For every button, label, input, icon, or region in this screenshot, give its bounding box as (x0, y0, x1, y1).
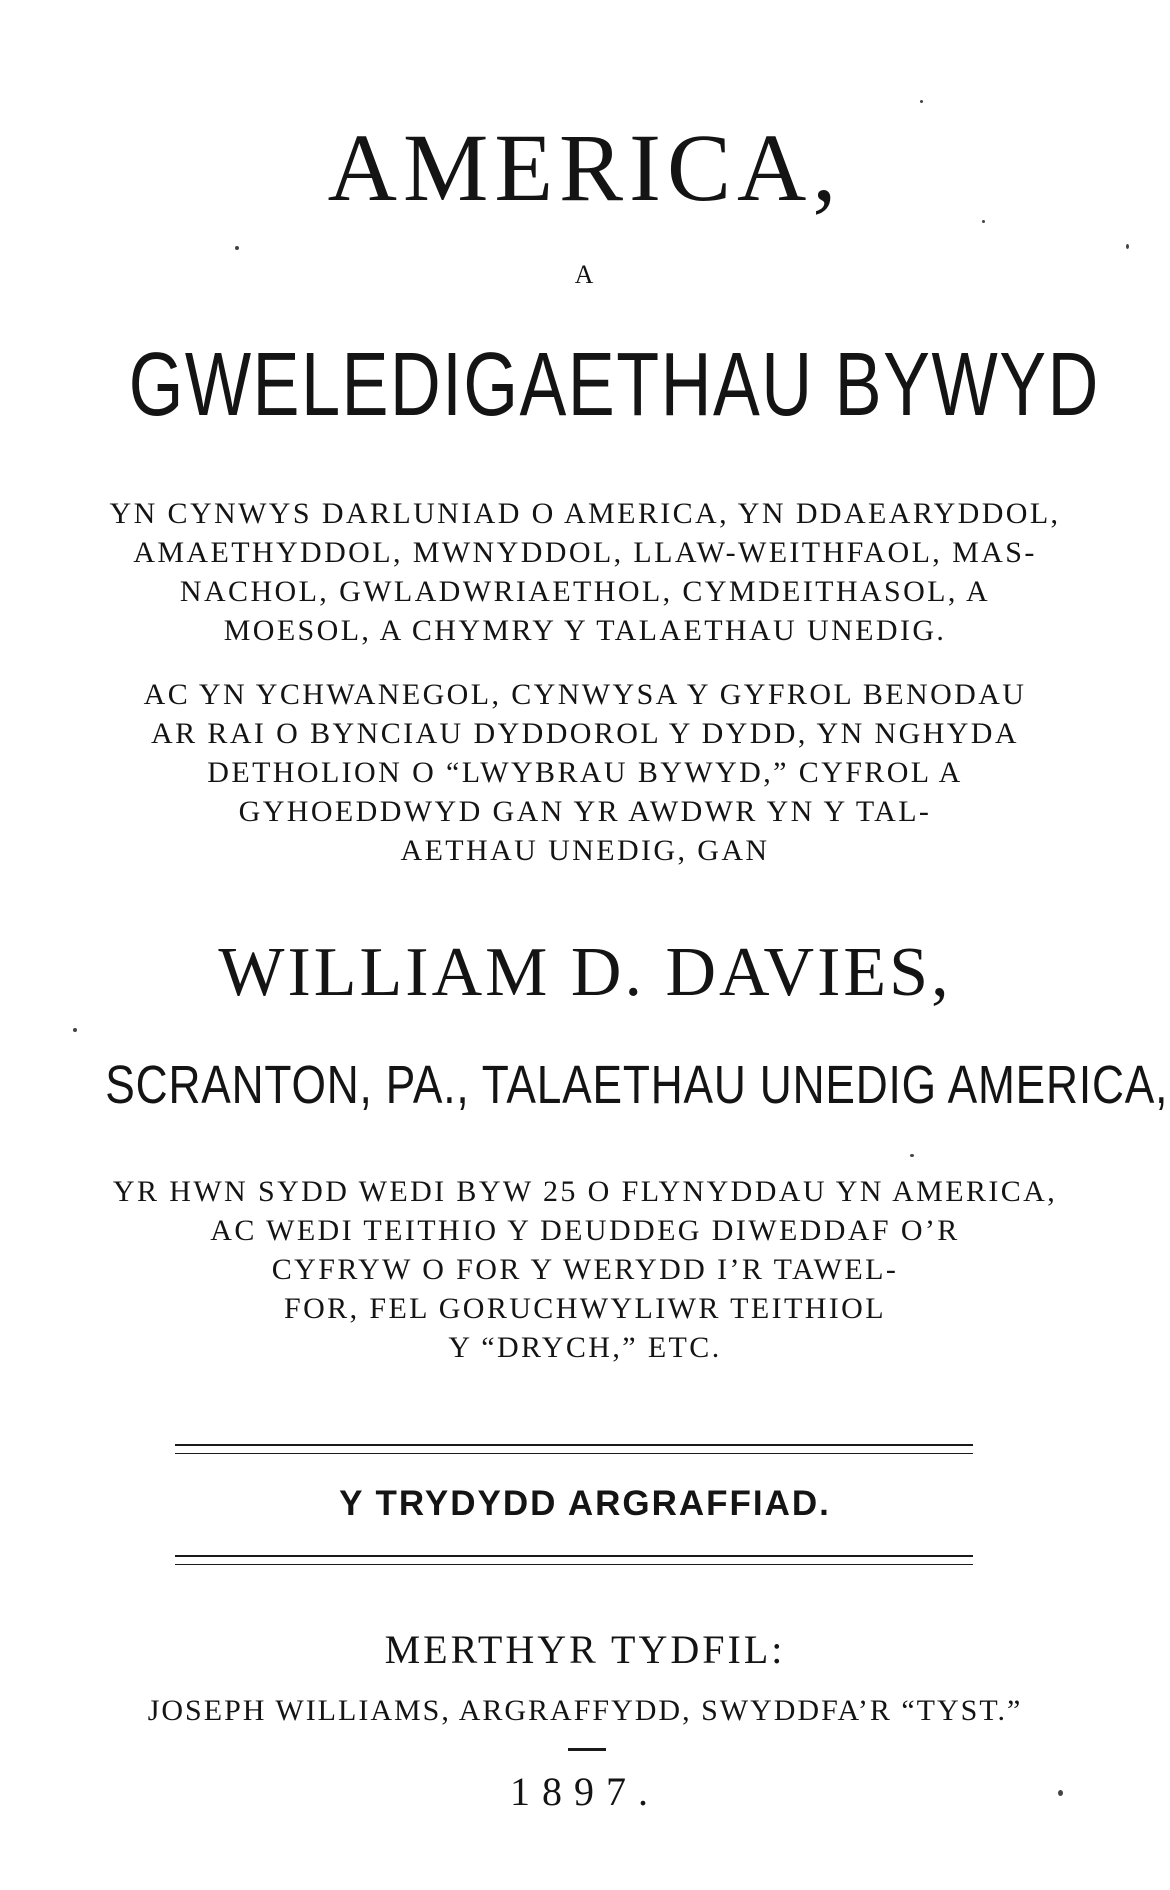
imprint-divider (568, 1748, 606, 1751)
bottom-rule-thick (175, 1555, 973, 1557)
description-line: AETHAU UNEDIG, GAN (400, 834, 770, 867)
imprint-city: MERTHYR TYDFIL: (384, 1627, 786, 1672)
author-name: WILLIAM D. DAVIES, (218, 934, 952, 1011)
imprint-printer: JOSEPH WILLIAMS, ARGRAFFYDD, SWYDDFA’R “TYST.” (147, 1694, 1023, 1727)
bio-line: Y “DRYCH,” ETC. (448, 1331, 722, 1364)
imprint-year: 1897. (510, 1769, 660, 1814)
book-title: AMERICA, (327, 114, 843, 221)
author-location: SCRANTON, PA., TALAETHAU UNEDIG AMERICA, (105, 1055, 1169, 1115)
bio-line: YR HWN SYDD WEDI BYW 25 O FLYNYDDAU YN AMERICA, (112, 1175, 1058, 1208)
description-line: MOESOL, A CHYMRY Y TALAETHAU UNEDIG. (223, 614, 947, 647)
top-rule-thin (175, 1453, 973, 1454)
description-line: AR RAI O BYNCIAU DYDDOROL Y DYDD, YN NGHYDA (151, 717, 1019, 750)
bio-line: AC WEDI TEITHIO Y DEUDDEG DIWEDDAF O’R (210, 1214, 960, 1247)
scan-speck (73, 1028, 77, 1032)
description-line: GYHOEDDWYD GAN YR AWDWR YN Y TAL- (238, 795, 932, 828)
description-line: DETHOLION O “LWYBRAU BYWYD,” CYFROL A (207, 756, 963, 789)
edition-label: Y TRYDYDD ARGRAFFIAD. (339, 1484, 831, 1523)
scan-speck (1126, 244, 1129, 249)
scan-speck (235, 246, 239, 250)
bio-line: FOR, FEL GORUCHWYLIWR TEITHIOL (284, 1292, 886, 1325)
author-bio-block (0, 1172, 1170, 1367)
description-line: NACHOL, GWLADWRIAETHOL, CYMDEITHASOL, A (179, 575, 991, 608)
description-line: AC YN YCHWANEGOL, CYNWYSA Y GYFROL BENODAU (143, 678, 1027, 711)
book-subtitle: GWELEDIGAETHAU BYWYD (128, 335, 1100, 435)
title-conjunction: A (574, 260, 596, 289)
scan-speck (920, 100, 923, 103)
scan-speck (982, 220, 985, 223)
description-line: AMAETHYDDOL, MWNYDDOL, LLAW-WEITHFAOL, MAS- (133, 536, 1037, 569)
bottom-rule-thin (175, 1564, 973, 1565)
scan-speck (1058, 1790, 1063, 1796)
description-block-2 (0, 675, 1170, 870)
description-block-1 (0, 494, 1170, 650)
scan-speck (910, 1154, 914, 1157)
bio-line: CYFRYW O FOR Y WERYDD I’R TAWEL- (271, 1253, 899, 1286)
top-rule-thick (175, 1444, 973, 1446)
description-line: YN CYNWYS DARLUNIAD O AMERICA, YN DDAEARYDDOL, (109, 497, 1061, 530)
